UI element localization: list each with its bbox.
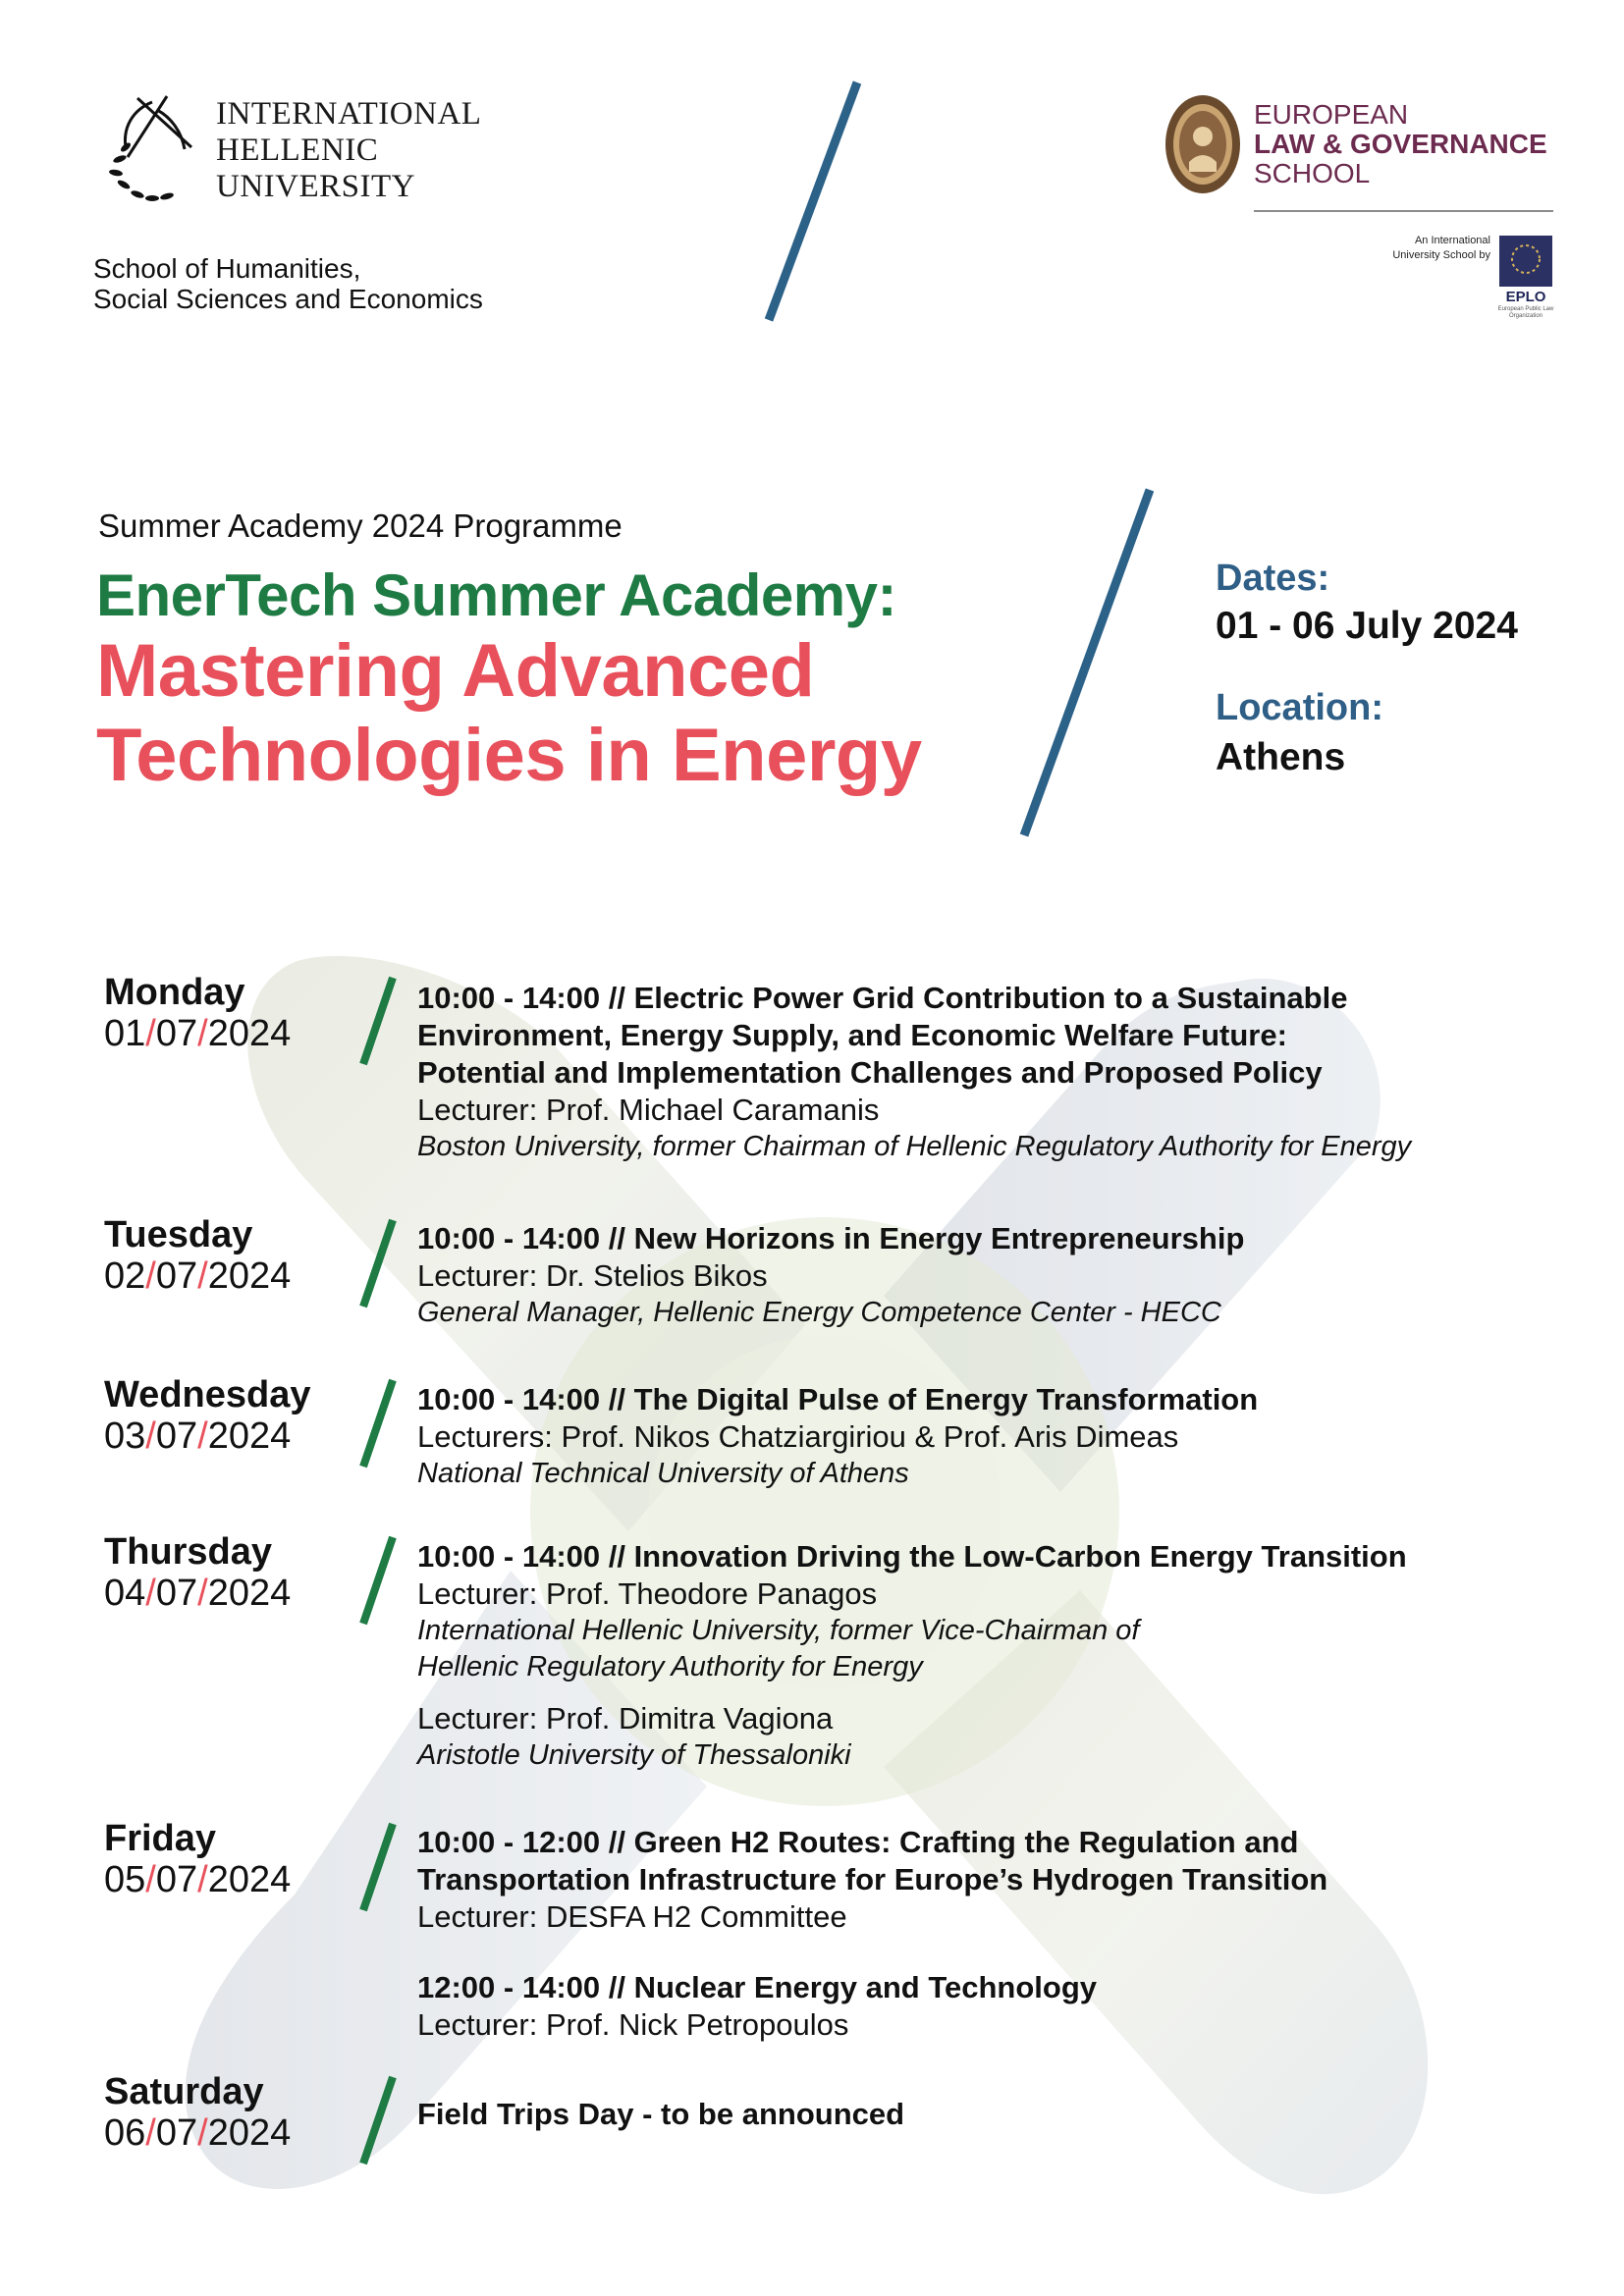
date-part: 05 <box>104 1859 146 1900</box>
date-part: 02 <box>104 1255 146 1297</box>
elgs-name-line: SCHOOL <box>1254 158 1371 188</box>
title-red-line-2: Technologies in Energy <box>96 714 922 797</box>
session-lecturer: Lecturer: Prof. Nick Petropoulos <box>417 2007 849 2042</box>
date-separator: / <box>145 1573 156 1614</box>
ihu-name-line: INTERNATIONAL <box>216 96 482 132</box>
date-part: 07 <box>155 1573 198 1614</box>
location-label: Location: <box>1216 687 1383 728</box>
eplo-byline <box>1355 234 1490 263</box>
date-separator: / <box>145 1013 156 1054</box>
ihu-name <box>216 96 481 205</box>
day-name: Saturday <box>104 2071 264 2112</box>
session-lecturer: Lecturer: Prof. Michael Caramanis <box>417 1093 880 1127</box>
date-separator: / <box>145 1255 156 1297</box>
date-part: 03 <box>104 1415 146 1457</box>
session-title-line: Potential and Implementation Challenges and Proposed Policy <box>417 1055 1323 1090</box>
day-heading <box>104 2071 291 2154</box>
date-part: 2024 <box>207 1255 292 1297</box>
day-heading <box>104 972 291 1054</box>
eplo-sub-line: European Public Law <box>1497 306 1554 312</box>
session <box>417 980 1411 1165</box>
date-separator: / <box>197 1415 208 1457</box>
session <box>417 1538 1407 1685</box>
day-heading <box>104 1531 291 1614</box>
eplo-sub <box>1492 306 1559 320</box>
date-part: 2024 <box>207 1859 292 1900</box>
programme-line: Summer Academy 2024 Programme <box>98 507 623 544</box>
session-title-line: Field Trips Day - to be announced <box>417 2097 905 2131</box>
date-separator: / <box>197 1255 208 1297</box>
day-date <box>104 1573 291 1614</box>
date-separator: / <box>197 1013 208 1054</box>
title-red-line-1: Mastering Advanced <box>96 629 815 713</box>
day-name: Monday <box>104 972 245 1013</box>
date-separator: / <box>145 1415 156 1457</box>
date-part: 2024 <box>207 2112 292 2154</box>
day-slash <box>353 1376 403 1470</box>
elgs-seal-icon <box>1164 93 1242 195</box>
eplo-sub-line: Organization <box>1508 313 1543 319</box>
session-lecturer: Lecturer: Prof. Theodore Panagos <box>417 1576 878 1611</box>
session-title-line: 10:00 - 12:00 // Green H2 Routes: Crafting the Regulation and <box>417 1825 1299 1859</box>
session-affiliation: Hellenic Regulatory Authority for Energy <box>417 1651 923 1682</box>
date-part: 07 <box>155 2112 198 2154</box>
divider-slash <box>1016 486 1164 849</box>
day-name: Wednesday <box>104 1374 311 1415</box>
day-heading <box>104 1374 310 1457</box>
ihu-name-line: UNIVERSITY <box>216 169 415 204</box>
session <box>417 1700 851 1774</box>
date-separator: / <box>145 2112 156 2154</box>
date-part: 07 <box>155 1859 198 1900</box>
dates-label: Dates: <box>1216 558 1330 599</box>
session-title-line: 10:00 - 14:00 // Innovation Driving the Low-Carbon Energy Transition <box>417 1539 1407 1574</box>
session-title-line: 10:00 - 14:00 // The Digital Pulse of Energy Transformation <box>417 1382 1259 1416</box>
elgs-name-line: LAW & GOVERNANCE <box>1254 129 1547 159</box>
ihu-name-line: HELLENIC <box>216 133 379 168</box>
date-part: 07 <box>155 1255 198 1297</box>
date-part: 07 <box>155 1415 198 1457</box>
day-name: Thursday <box>104 1531 273 1573</box>
session <box>417 1220 1244 1331</box>
session-lecturer: Lecturers: Prof. Nikos Chatziargiriou & Prof. Aris Dimeas <box>417 1419 1179 1454</box>
date-part: 06 <box>104 2112 146 2154</box>
location-value: Athens <box>1216 736 1346 778</box>
session-title-line: 10:00 - 14:00 // Electric Power Grid Contribution to a Sustainable <box>417 981 1348 1015</box>
date-part: 01 <box>104 1013 146 1054</box>
header-rule <box>1254 210 1553 212</box>
date-separator: / <box>197 1573 208 1614</box>
date-separator: / <box>145 1859 156 1900</box>
session <box>417 1824 1327 1936</box>
day-slash <box>353 1216 403 1310</box>
day-heading <box>104 1818 291 1900</box>
session <box>417 1381 1258 1492</box>
eplo-byline-line: University School by <box>1392 249 1490 261</box>
session-affiliation: Aristotle University of Thessaloniki <box>417 1739 851 1771</box>
session-title-line: Transportation Infrastructure for Europe’s Hydrogen Transition <box>417 1862 1328 1896</box>
session-lecturer: Lecturer: DESFA H2 Committee <box>417 1899 847 1934</box>
session-affiliation: Boston University, former Chairman of Hellenic Regulatory Authority for Energy <box>417 1131 1412 1162</box>
ihu-school-line: School of Humanities, <box>93 253 361 284</box>
session-lecturer: Lecturer: Prof. Dimitra Vagiona <box>417 1701 834 1735</box>
session <box>417 1969 1097 2044</box>
session-title-line: 10:00 - 14:00 // New Horizons in Energy Entrepreneurship <box>417 1221 1245 1255</box>
date-part: 2024 <box>207 1013 292 1054</box>
day-slash <box>353 1820 403 1914</box>
eplo-byline-line: An International <box>1414 235 1490 246</box>
day-date <box>104 1255 291 1297</box>
dates-value: 01 - 06 July 2024 <box>1216 605 1518 647</box>
eplo-label: EPLO <box>1505 289 1546 305</box>
elgs-name-line: EUROPEAN <box>1254 99 1409 130</box>
session <box>417 2096 904 2133</box>
date-separator: / <box>197 2112 208 2154</box>
elgs-name <box>1254 100 1547 188</box>
date-part: 07 <box>155 1013 198 1054</box>
divider-slash <box>761 79 869 334</box>
day-heading <box>104 1214 291 1297</box>
session-lecturer: Lecturer: Dr. Stelios Bikos <box>417 1258 768 1293</box>
ihu-school <box>93 253 483 314</box>
day-name: Tuesday <box>104 1214 253 1255</box>
eplo-logo-icon <box>1499 236 1552 287</box>
day-name: Friday <box>104 1818 217 1859</box>
session-affiliation: International Hellenic University, former Vice-Chairman of <box>417 1615 1140 1646</box>
date-separator: / <box>197 1859 208 1900</box>
session-title-line: Environment, Energy Supply, and Economic Welfare Future: <box>417 1018 1287 1052</box>
date-part: 2024 <box>207 1573 292 1614</box>
date-part: 2024 <box>207 1415 292 1457</box>
day-date <box>104 1859 291 1900</box>
ihu-school-line: Social Sciences and Economics <box>93 284 483 314</box>
day-date <box>104 2112 291 2154</box>
session-affiliation: General Manager, Hellenic Energy Competence Center - HECC <box>417 1297 1221 1328</box>
day-slash <box>353 2073 403 2167</box>
date-part: 04 <box>104 1573 146 1614</box>
day-date <box>104 1415 310 1457</box>
day-slash <box>353 974 403 1068</box>
title-green: EnerTech Summer Academy: <box>96 562 896 628</box>
ihu-logo-icon <box>98 88 206 206</box>
session-title-line: 12:00 - 14:00 // Nuclear Energy and Technology <box>417 1970 1097 2004</box>
session-affiliation: National Technical University of Athens <box>417 1458 909 1489</box>
day-slash <box>353 1533 403 1628</box>
day-date <box>104 1013 291 1054</box>
